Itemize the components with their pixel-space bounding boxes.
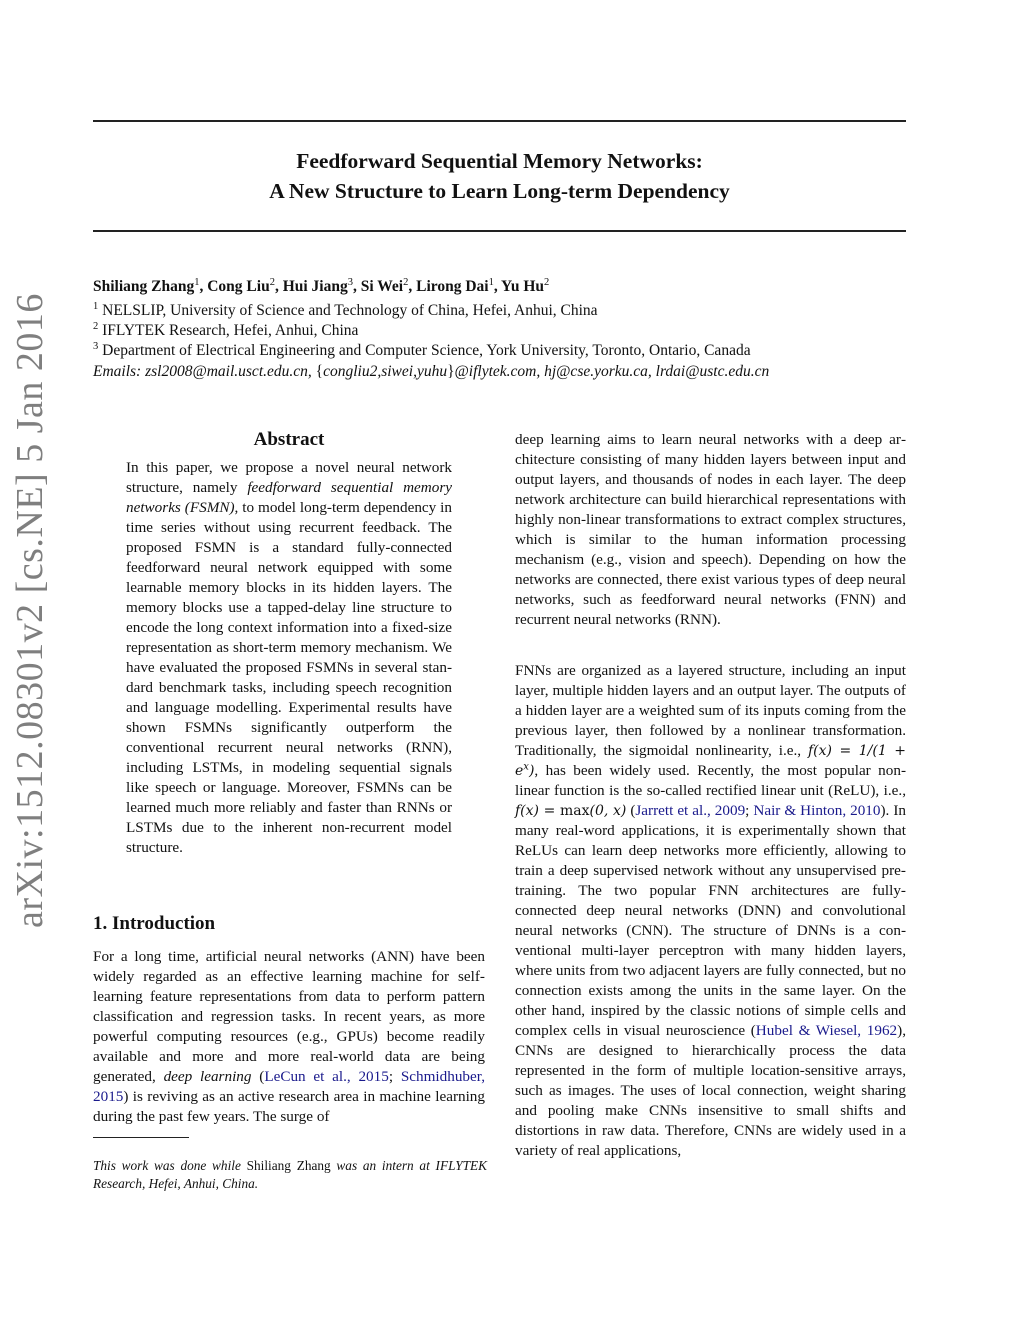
title-bottom-rule bbox=[93, 230, 906, 232]
author-emails: Emails: zsl2008@mail.usct.edu.cn, {congliu2,siwei,yuhu}@iflytek.com, hj@cse.yorku.ca, lrdai@ustc.edu.cn bbox=[93, 363, 770, 380]
author: Shiliang Zhang$^1$, bbox=[93, 277, 208, 295]
author: Hui Jiang$^3$, bbox=[282, 277, 361, 295]
right-column-paragraph-2: FNNs are organized as a layered structure, including an input layer, multiple hidden layers and an output layer. The outputs of a hidden layer are a weighted sum of its inputs coming from the previous layer, then followed by a nonlinear transformation. Traditionally, the sigmoidal nonlinearity, i.e., $f(x) = 1/(1 + e^x)$, has been widely used. Recently, the most popular non-linear function is the so-called rectified linear unit (ReLU), i.e., f(x) = max(0, x) (Jarrett et al., 2009; Nair & Hinton, 2010). In many real-word applications, it is experimentally shown that ReLUs can learn deep networks more efficiently, allowing to train a deep supervised network without any unsupervised pre-training. The two popular FNN architectures are fully-connected deep neural networks (DNN) and convolutional neural networks (CNN). The structure of DNNs is a conventional multi-layer perceptron with many hidden layers, where units from two adjacent layers are fully connected, but no connection exists among the units in the same layer. On the other hand, inspired by the classic notions of simple cells and complex cells in visual neuroscience (Hubel & Wiesel, 1962), CNNs are designed to hierarchically process the data represented in the form of multiple location-sensitive arrays, such as images. The uses of local connection, weight sharing and pooling make CNNs insensitive to small shifts and distortions in raw data. Therefore, CNNs are widely used in a variety of real applications, bbox=[515, 662, 906, 1159]
relu-formula: f(x) = max(0, x) bbox=[515, 803, 627, 819]
author-list bbox=[93, 276, 549, 298]
author: Lirong Dai$^1$, bbox=[416, 277, 502, 295]
footnote: This work was done while Shiliang Zhang was an intern at IFLYTEK Research, Hefei, Anhui, China. bbox=[93, 1158, 487, 1191]
intro-paragraph: For a long time, artificial neural networks (ANN) have been widely regarded as an effective learning machine for self-learning feature representations from data to perform pattern classification and regression tasks. In recent years, as more powerful computing resources (e.g., GPUs) become readily available and more and more real-world data are being generated, deep learning (LeCun et al., 2015; Schmidhuber, 2015) is reviving as an active research area in machine learning during the past few years. The surge of bbox=[93, 948, 485, 1125]
affiliation: $^3$ Department of Electrical Engineering and Computer Science, York University, Toronto, Ontario, Canada bbox=[93, 341, 751, 359]
footnote-rule bbox=[93, 1137, 189, 1138]
abstract-text: In this paper, we propose a novel neural network structure, namely feedforward sequential memory networks (FSMN), to model long-term dependency in time series without using recurrent feedback. The proposed FSMN is a standard fully-connected feedforward neural network equipped with some learnable memory blocks in its hidden layers. The memory blocks use a tapped-delay line structure to encode the long context information into a fixed-size representation as short-term memory mechanism. We have evaluated the proposed FSMNs in several standard benchmark tasks, including speech recognition and language modelling. Experimental results have shown FSMNs significantly outperform the conventional recurrent neural networks (RNN), including LSTMs, in modeling sequential signals like speech or language. Moreover, FSMNs can be learned much more reliably and faster than RNNs or LSTMs due to the inherent non-recurrent model structure. bbox=[126, 459, 453, 856]
author: Yu Hu$^2$ bbox=[501, 277, 550, 295]
author: Cong Liu$^2$, bbox=[207, 277, 283, 295]
title-line-1: Feedforward Sequential Memory Networks: bbox=[296, 149, 703, 173]
citation-link[interactable]: Schmidhuber, 2015 bbox=[93, 1068, 485, 1105]
author: Si Wei$^2$, bbox=[360, 277, 417, 295]
title-top-rule bbox=[93, 120, 906, 122]
title-line-2: A New Structure to Learn Long-term Dependency bbox=[269, 179, 730, 203]
sigmoid-formula: $f(x) = 1/(1 + e^x)$ bbox=[515, 743, 906, 779]
fsmn-term: feedforward sequential memory networks (FSMN) bbox=[126, 479, 453, 516]
abstract-heading: Abstract bbox=[253, 429, 325, 450]
arxiv-sidebar-stamp: arXiv:1512.08301v2 [cs.NE] 5 Jan 2016 bbox=[9, 293, 51, 928]
paper-title bbox=[93, 146, 906, 206]
affiliation: $^1$ NELSLIP, University of Science and Technology of China, Hefei, Anhui, China bbox=[93, 301, 598, 319]
section-heading-introduction: 1. Introduction bbox=[93, 913, 216, 934]
right-column-paragraph-1: deep learning aims to learn neural networks with a deep architecture consisting of many hidden layers between input and output layers, and thousands of nodes in each layer. The deep network architecture can build hierarchical representations with highly non-linear transformations to extract complex structures, which is similar to the human information processing mechanism (e.g., vision and speech). Depending on how the networks are connected, there exist various types of deep neural networks, such as feedforward neural networks (FNN) and recurrent neural networks (RNN). bbox=[515, 431, 906, 628]
citation-link[interactable]: Nair & Hinton, 2010 bbox=[753, 802, 881, 819]
affiliation: $^2$ IFLYTEK Research, Hefei, Anhui, China bbox=[93, 321, 359, 339]
citation-link[interactable]: LeCun et al., 2015 bbox=[264, 1068, 389, 1085]
citation-link[interactable]: Jarrett et al., 2009 bbox=[635, 802, 746, 819]
citation-link[interactable]: Hubel & Wiesel, 1962 bbox=[755, 1022, 898, 1039]
